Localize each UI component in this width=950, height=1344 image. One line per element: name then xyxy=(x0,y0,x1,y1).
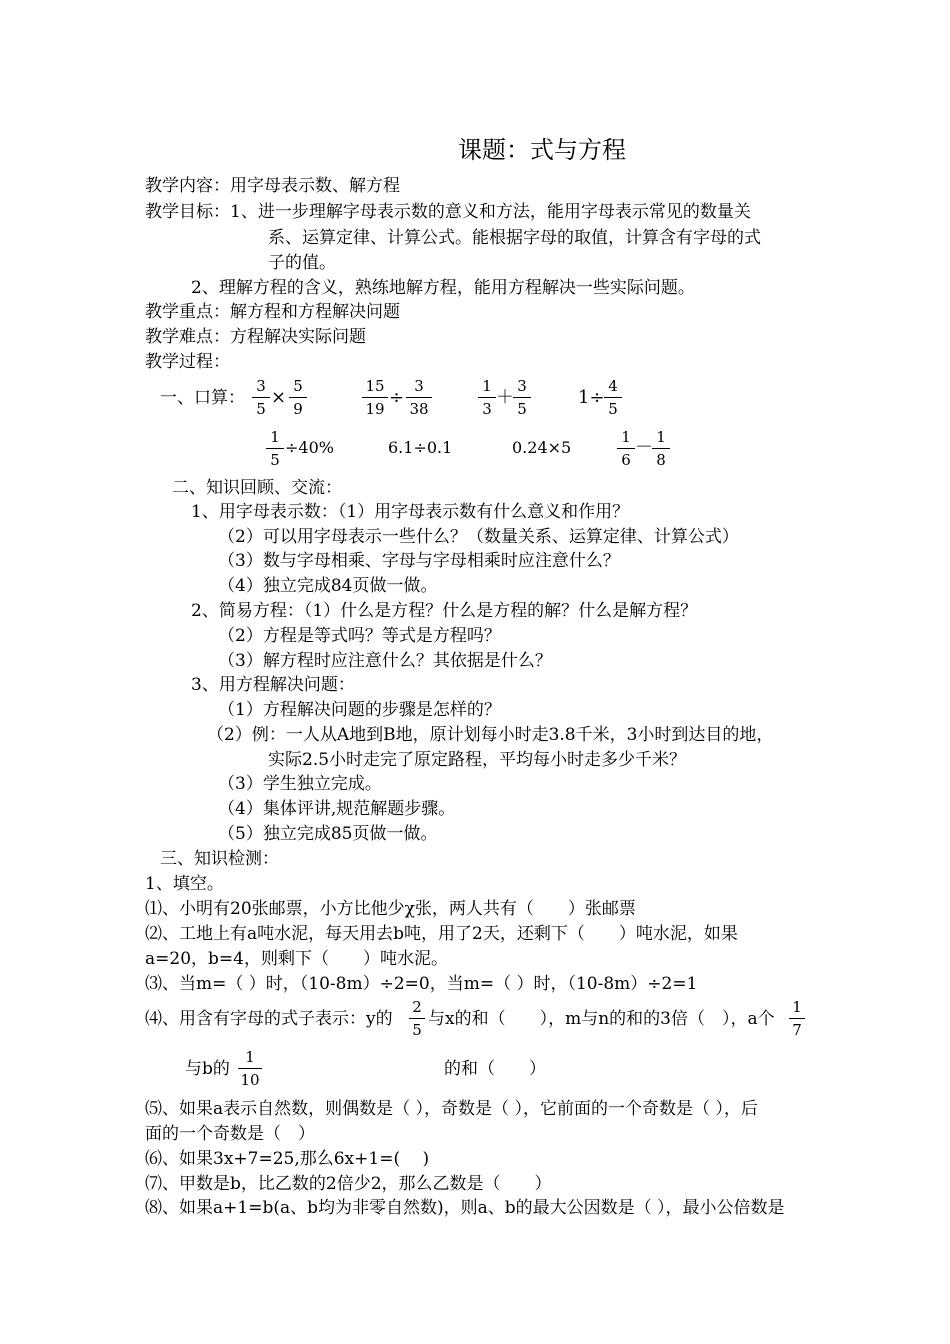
expr-0-24-times: 0.24×5 xyxy=(512,438,572,457)
fraction-1-5: 1 5 xyxy=(266,428,284,469)
question-5b: 面的一个奇数是（ ） xyxy=(145,1124,315,1144)
question-4-b-lead: 与b的 xyxy=(185,1059,230,1079)
teaching-content: 教学内容：用字母表示数、解方程 xyxy=(145,176,400,196)
question-4-lead: ⑷、用含有字母的式子表示：y的 xyxy=(145,1009,393,1029)
fraction-4-5: 4 5 xyxy=(604,377,622,418)
question-4-mid: 与x的和（ ），m与n的和的3倍（ ），a个 xyxy=(428,1009,775,1029)
test-fill-heading: 1、填空。 xyxy=(145,874,224,894)
fraction-1-3: 1 3 xyxy=(478,377,496,418)
review-item-1: 1、用字母表示数：（1）用字母表示数有什么意义和作用？ xyxy=(191,502,630,522)
fraction-1-6: 1 6 xyxy=(617,428,635,469)
fraction-1-8: 1 8 xyxy=(652,428,670,469)
review-item-3-4: （4）集体评讲,规范解题步骤。 xyxy=(218,799,456,819)
review-item-3-1: （1）方程解决问题的步骤是怎样的？ xyxy=(218,700,501,720)
teaching-difficulty: 教学难点：方程解决实际问题 xyxy=(145,327,366,347)
question-5a: ⑸、如果a表示自然数，则偶数是（ ），奇数是（ ），它前面的一个奇数是（ ），后 xyxy=(145,1099,758,1119)
fraction-3-5: 3 5 xyxy=(252,377,270,418)
question-3: ⑶、当m=（ ）时，（10-8m）÷2=0，当m=（ ）时，（10-8m）÷2=1 xyxy=(145,974,698,994)
question-8: ⑻、如果a+1=b(a、b均为非零自然数)，则a、b的最大公因数是（ ），最小公倍数是 xyxy=(145,1198,785,1218)
fraction-5-9: 5 9 xyxy=(289,377,307,418)
question-7: ⑺、甲数是b，比乙数的2倍少2，那么乙数是（ ） xyxy=(145,1174,552,1194)
fraction-3-5-b: 3 5 xyxy=(513,377,531,418)
review-item-2-2: （2）方程是等式吗？等式是方程吗？ xyxy=(218,626,501,646)
review-item-3-2a: （2）例：一人从A地到B地，原计划每小时走3.8千米，3小时到达目的地， xyxy=(207,725,774,745)
review-item-3-3: （3）学生独立完成。 xyxy=(218,774,382,794)
review-item-1-3: （3）数与字母相乘、字母与字母相乘时应注意什么？ xyxy=(218,551,620,571)
page-title: 课题：式与方程 xyxy=(458,136,626,164)
teaching-goal-1a: 教学目标：1、进一步理解字母表示数的意义和方法，能用字母表示常见的数量关 xyxy=(145,202,751,222)
divide-sign: ÷ xyxy=(389,387,405,408)
review-item-3-5: （5）独立完成85页做一做。 xyxy=(218,824,438,844)
teaching-goal-2: 2、理解方程的含义，熟练地解方程，能用方程解决一些实际问题。 xyxy=(191,278,695,298)
fraction-1-10: 1 10 xyxy=(238,1048,262,1089)
question-2b: a=20，b=4，则剩下（ ）吨水泥。 xyxy=(145,949,448,969)
review-item-1-2: （2）可以用字母表示一些什么？（数量关系、运算定律、计算公式） xyxy=(218,527,739,547)
times-sign: × xyxy=(271,387,287,408)
review-heading: 二、知识回顾、交流： xyxy=(172,478,342,498)
teaching-key: 教学重点：解方程和方程解决问题 xyxy=(145,302,400,322)
question-2a: ⑵、工地上有a吨水泥，每天用去b吨，用了2天，还剩下（ ）吨水泥，如果 xyxy=(145,924,738,944)
oral-label: 一、口算： xyxy=(160,388,245,408)
fraction-3-38: 3 38 xyxy=(406,377,432,418)
plus-sign: ＋ xyxy=(496,387,514,408)
review-item-3-2b: 实际2.5小时走完了原定路程，平均每小时走多少千米？ xyxy=(268,750,687,770)
teaching-goal-1c: 子的值。 xyxy=(268,253,336,273)
teaching-goal-1b: 系、运算定律、计算公式。能根据字母的取值，计算含有字母的式 xyxy=(268,228,761,248)
expr-1-div: 1÷ xyxy=(578,387,605,408)
test-heading: 三、知识检测： xyxy=(160,849,279,869)
expr-div-40pct: ÷40% xyxy=(285,438,334,457)
teaching-process: 教学过程： xyxy=(145,352,230,372)
question-4-b-tail: 的和（ ） xyxy=(444,1059,546,1079)
review-item-2-3: （3）解方程时应注意什么？其依据是什么？ xyxy=(218,651,552,671)
review-item-1-4: （4）独立完成84页做一做。 xyxy=(218,576,438,596)
minus-sign: － xyxy=(635,437,653,458)
fraction-2-5: 2 5 xyxy=(409,998,425,1039)
review-item-3: 3、用方程解决问题： xyxy=(191,675,355,695)
fraction-1-7: 1 7 xyxy=(789,998,805,1039)
expr-6-1-div: 6.1÷0.1 xyxy=(388,438,453,457)
question-6: ⑹、如果3x+7=25,那么6x+1=( ) xyxy=(145,1149,430,1169)
fraction-15-19: 15 19 xyxy=(362,377,388,418)
question-1: ⑴、小明有20张邮票，小方比他少χ张，两人共有（ ）张邮票 xyxy=(145,899,636,919)
review-item-2: 2、简易方程：（1）什么是方程？什么是方程的解？什么是解方程？ xyxy=(191,601,698,621)
